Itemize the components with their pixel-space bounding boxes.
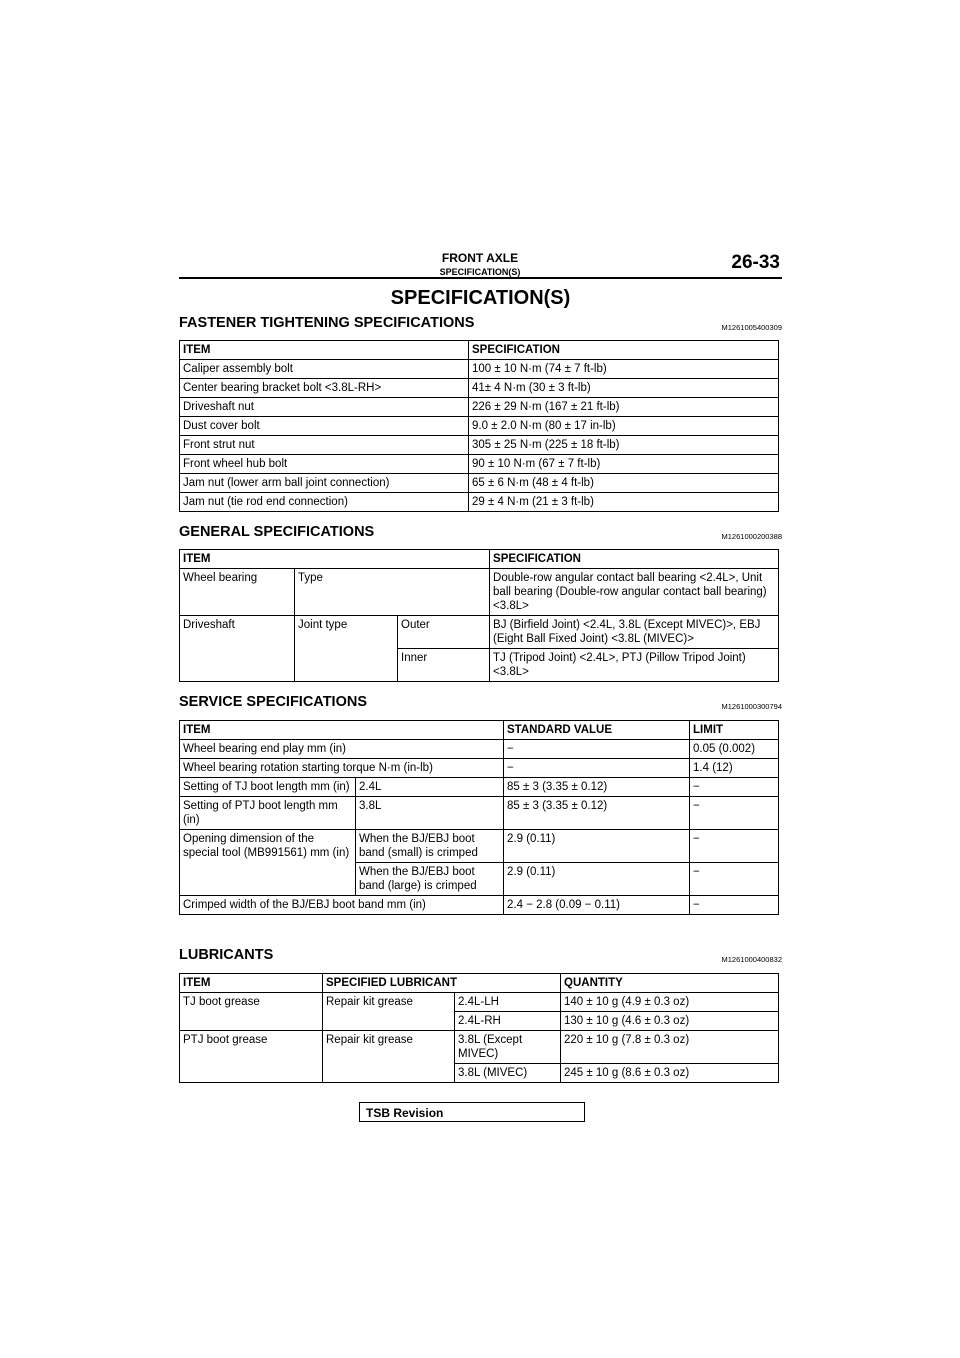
cell-item: Jam nut (tie rod end connection): [180, 493, 469, 512]
cell-sub: Type: [295, 569, 490, 616]
column-header: LIMIT: [690, 721, 779, 740]
cell-limit: −: [690, 797, 779, 830]
cell-variant: 3.8L (Except MIVEC): [455, 1031, 561, 1064]
cell-spec: 9.0 ± 2.0 N·m (80 ± 17 in-lb): [469, 417, 779, 436]
service-heading: SERVICE SPECIFICATIONS: [179, 694, 367, 710]
general-table: [179, 549, 779, 682]
cell-item: Setting of PTJ boot length mm (in): [180, 797, 356, 830]
cell-quantity: 220 ± 10 g (7.8 ± 0.3 oz): [561, 1031, 779, 1064]
column-header: ITEM: [180, 550, 490, 569]
service-table: [179, 720, 779, 915]
cell-sub: Inner: [398, 649, 490, 682]
cell-limit: −: [690, 830, 779, 863]
cell-item: Front wheel hub bolt: [180, 455, 469, 474]
cell-item: Wheel bearing rotation starting torque N·m (in-lb): [180, 759, 504, 778]
page-number: 26-33: [731, 252, 780, 273]
table-row: [180, 759, 779, 778]
cell-item: Jam nut (lower arm ball joint connection): [180, 474, 469, 493]
table-row: [180, 493, 779, 512]
cell-lubricant: Repair kit grease: [323, 1031, 455, 1083]
cell-quantity: 245 ± 10 g (8.6 ± 0.3 oz): [561, 1064, 779, 1083]
general-section-header: [179, 524, 782, 542]
cell-sub: 2.4L: [356, 778, 504, 797]
table-row: [180, 896, 779, 915]
column-header: QUANTITY: [561, 974, 779, 993]
cell-spec: 90 ± 10 N·m (67 ± 7 ft-lb): [469, 455, 779, 474]
tsb-revision-box: TSB Revision: [359, 1102, 585, 1122]
cell-quantity: 130 ± 10 g (4.6 ± 0.3 oz): [561, 1012, 779, 1031]
table-header-row: [180, 550, 779, 569]
table-row: [180, 830, 779, 863]
cell-spec: 41± 4 N·m (30 ± 3 ft-lb): [469, 379, 779, 398]
table-row: [180, 569, 779, 616]
cell-limit: −: [690, 863, 779, 896]
cell-std: 2.9 (0.11): [504, 863, 690, 896]
table-row: [180, 993, 779, 1012]
general-code: M1261000200388: [721, 532, 782, 541]
cell-spec: 100 ± 10 N·m (74 ± 7 ft-lb): [469, 360, 779, 379]
cell-item: Driveshaft: [180, 616, 295, 682]
cell-std: 85 ± 3 (3.35 ± 0.12): [504, 778, 690, 797]
cell-sub: 3.8L: [356, 797, 504, 830]
cell-std: −: [504, 740, 690, 759]
cell-item: Caliper assembly bolt: [180, 360, 469, 379]
table-row: [180, 616, 779, 649]
page-title: SPECIFICATION(S): [390, 287, 571, 309]
cell-spec: 29 ± 4 N·m (21 ± 3 ft-lb): [469, 493, 779, 512]
table-row: [180, 1031, 779, 1064]
cell-sub: Outer: [398, 616, 490, 649]
table-row: [180, 379, 779, 398]
column-header: SPECIFIED LUBRICANT: [323, 974, 561, 993]
table-row: [180, 740, 779, 759]
cell-variant: 2.4L-LH: [455, 993, 561, 1012]
lubricants-heading: LUBRICANTS: [179, 947, 274, 963]
cell-spec: 65 ± 6 N·m (48 ± 4 ft-lb): [469, 474, 779, 493]
fastener-section-header: [179, 315, 782, 333]
column-header: SPECIFICATION: [469, 341, 779, 360]
cell-sub: Joint type: [295, 616, 398, 682]
cell-limit: −: [690, 778, 779, 797]
column-header: ITEM: [180, 341, 469, 360]
cell-item: Crimped width of the BJ/EBJ boot band mm (in): [180, 896, 504, 915]
chapter-title: FRONT AXLE: [441, 251, 519, 265]
cell-sub: When the BJ/EBJ boot band (small) is crimped: [356, 830, 504, 863]
lubricants-section-header: [179, 947, 782, 965]
cell-lubricant: Repair kit grease: [323, 993, 455, 1031]
lubricants-table: [179, 973, 779, 1083]
table-header-row: [180, 974, 779, 993]
table-row: [180, 398, 779, 417]
service-code: M1261000300794: [721, 702, 782, 711]
cell-std: 2.4 − 2.8 (0.09 − 0.11): [504, 896, 690, 915]
general-heading: GENERAL SPECIFICATIONS: [179, 524, 375, 540]
cell-spec: BJ (Birfield Joint) <2.4L, 3.8L (Except MIVEC)>, EBJ (Eight Ball Fixed Joint) <3.8L (MIVEC)>: [490, 616, 779, 649]
table-row: [180, 778, 779, 797]
table-row: [180, 797, 779, 830]
cell-item: Front strut nut: [180, 436, 469, 455]
cell-std: 85 ± 3 (3.35 ± 0.12): [504, 797, 690, 830]
fastener-code: M1261005400309: [721, 323, 782, 332]
fastener-heading: FASTENER TIGHTENING SPECIFICATIONS: [179, 315, 475, 331]
cell-limit: −: [690, 896, 779, 915]
header-rule: [179, 277, 782, 279]
column-header: SPECIFICATION: [490, 550, 779, 569]
cell-item: Driveshaft nut: [180, 398, 469, 417]
column-header: ITEM: [180, 721, 504, 740]
cell-spec: 305 ± 25 N·m (225 ± 18 ft-lb): [469, 436, 779, 455]
table-row: [180, 436, 779, 455]
cell-spec: Double-row angular contact ball bearing <2.4L>, Unit ball bearing (Double-row angular contact ball bearing) <3.8L>: [490, 569, 779, 616]
table-header-row: [180, 341, 779, 360]
cell-variant: 3.8L (MIVEC): [455, 1064, 561, 1083]
cell-item: Wheel bearing: [180, 569, 295, 616]
service-section-header: [179, 694, 782, 712]
table-row: [180, 360, 779, 379]
column-header: STANDARD VALUE: [504, 721, 690, 740]
cell-sub: When the BJ/EBJ boot band (large) is crimped: [356, 863, 504, 896]
cell-variant: 2.4L-RH: [455, 1012, 561, 1031]
cell-quantity: 140 ± 10 g (4.9 ± 0.3 oz): [561, 993, 779, 1012]
fastener-table: [179, 340, 779, 512]
cell-item: Wheel bearing end play mm (in): [180, 740, 504, 759]
column-header: ITEM: [180, 974, 323, 993]
cell-item: Setting of TJ boot length mm (in): [180, 778, 356, 797]
chapter-subtitle: SPECIFICATION(S): [439, 267, 521, 277]
cell-item: Dust cover bolt: [180, 417, 469, 436]
cell-std: −: [504, 759, 690, 778]
cell-item: PTJ boot grease: [180, 1031, 323, 1083]
lubricants-code: M1261000400832: [721, 955, 782, 964]
table-row: [180, 455, 779, 474]
cell-item: Opening dimension of the special tool (MB991561) mm (in): [180, 830, 356, 896]
table-row: [180, 474, 779, 493]
cell-limit: 1.4 (12): [690, 759, 779, 778]
cell-item: Center bearing bracket bolt <3.8L-RH>: [180, 379, 469, 398]
cell-limit: 0.05 (0.002): [690, 740, 779, 759]
table-row: [180, 417, 779, 436]
cell-spec: 226 ± 29 N·m (167 ± 21 ft-lb): [469, 398, 779, 417]
cell-item: TJ boot grease: [180, 993, 323, 1031]
table-header-row: [180, 721, 779, 740]
cell-std: 2.9 (0.11): [504, 830, 690, 863]
cell-spec: TJ (Tripod Joint) <2.4L>, PTJ (Pillow Tripod Joint) <3.8L>: [490, 649, 779, 682]
